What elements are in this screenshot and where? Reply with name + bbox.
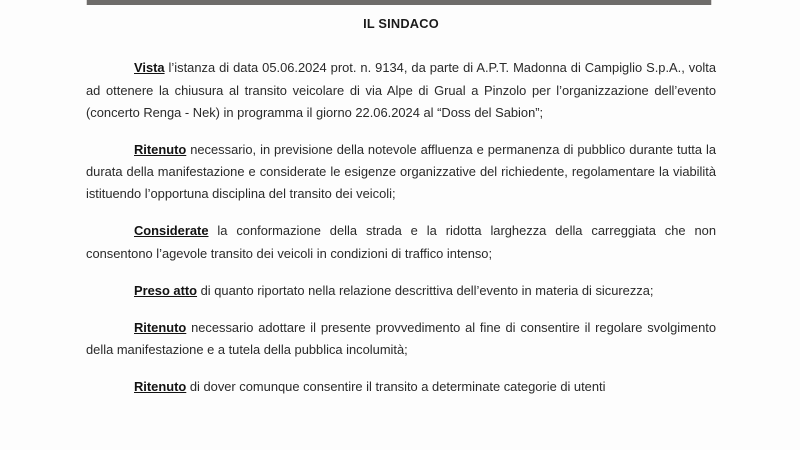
keyword-ritenuto-2: Ritenuto bbox=[134, 320, 187, 336]
top-horizontal-rule bbox=[86, 0, 712, 5]
paragraph-vista bbox=[86, 57, 716, 124]
paragraph-vista-body: l’istanza di data 05.06.2024 prot. n. 9134, da parte di A.P.T. Madonna di Campiglio S.p.A., volta ad ottenere la chiusura al transito veicolare di via Alpe di Grual a Pinzolo per l’organizzazione dell’evento (concerto Renga - Nek) in programma il giorno 22.06.2024 al “Doss del Sabion”; bbox=[86, 60, 716, 120]
paragraph-preso-atto-body: di quanto riportato nella relazione descrittiva dell’evento in materia di sicurezza; bbox=[197, 282, 654, 298]
paragraph-preso-atto bbox=[86, 280, 716, 302]
keyword-considerate: Considerate bbox=[134, 223, 209, 239]
paragraph-ritenuto-3 bbox=[86, 376, 716, 398]
paragraph-considerate-body: la conformazione della strada e la ridotta larghezza della carreggiata che non consentono l’agevole transito dei veicoli in condizioni di traffico intenso; bbox=[86, 223, 716, 261]
keyword-ritenuto-1: Ritenuto bbox=[134, 141, 187, 157]
keyword-ritenuto-3: Ritenuto bbox=[134, 379, 187, 395]
paragraph-ritenuto-2-body: necessario adottare il presente provvedimento al fine di consentire il regolare svolgimento della manifestazione e a tutela della pubblica incolumità; bbox=[86, 320, 716, 358]
paragraph-ritenuto-3-body: di dover comunque consentire il transito a determinate categorie di utenti bbox=[186, 379, 606, 395]
paragraph-considerate bbox=[86, 220, 716, 264]
paragraph-ritenuto-2 bbox=[86, 317, 716, 361]
document-body bbox=[86, 10, 716, 399]
page-title: IL SINDACO bbox=[363, 16, 439, 31]
paragraph-ritenuto-1 bbox=[86, 139, 716, 206]
keyword-vista: Vista bbox=[134, 60, 165, 76]
keyword-preso-atto: Preso atto bbox=[134, 282, 198, 298]
paragraph-ritenuto-1-body: necessario, in previsione della notevole affluenza e permanenza di pubblico durante tutta la durata della manifestazione e considerate le esigenze organizzative del richiedente, regolamentare la viabilità istituendo l’opportuna disciplina del transito dei veicoli; bbox=[86, 141, 716, 202]
